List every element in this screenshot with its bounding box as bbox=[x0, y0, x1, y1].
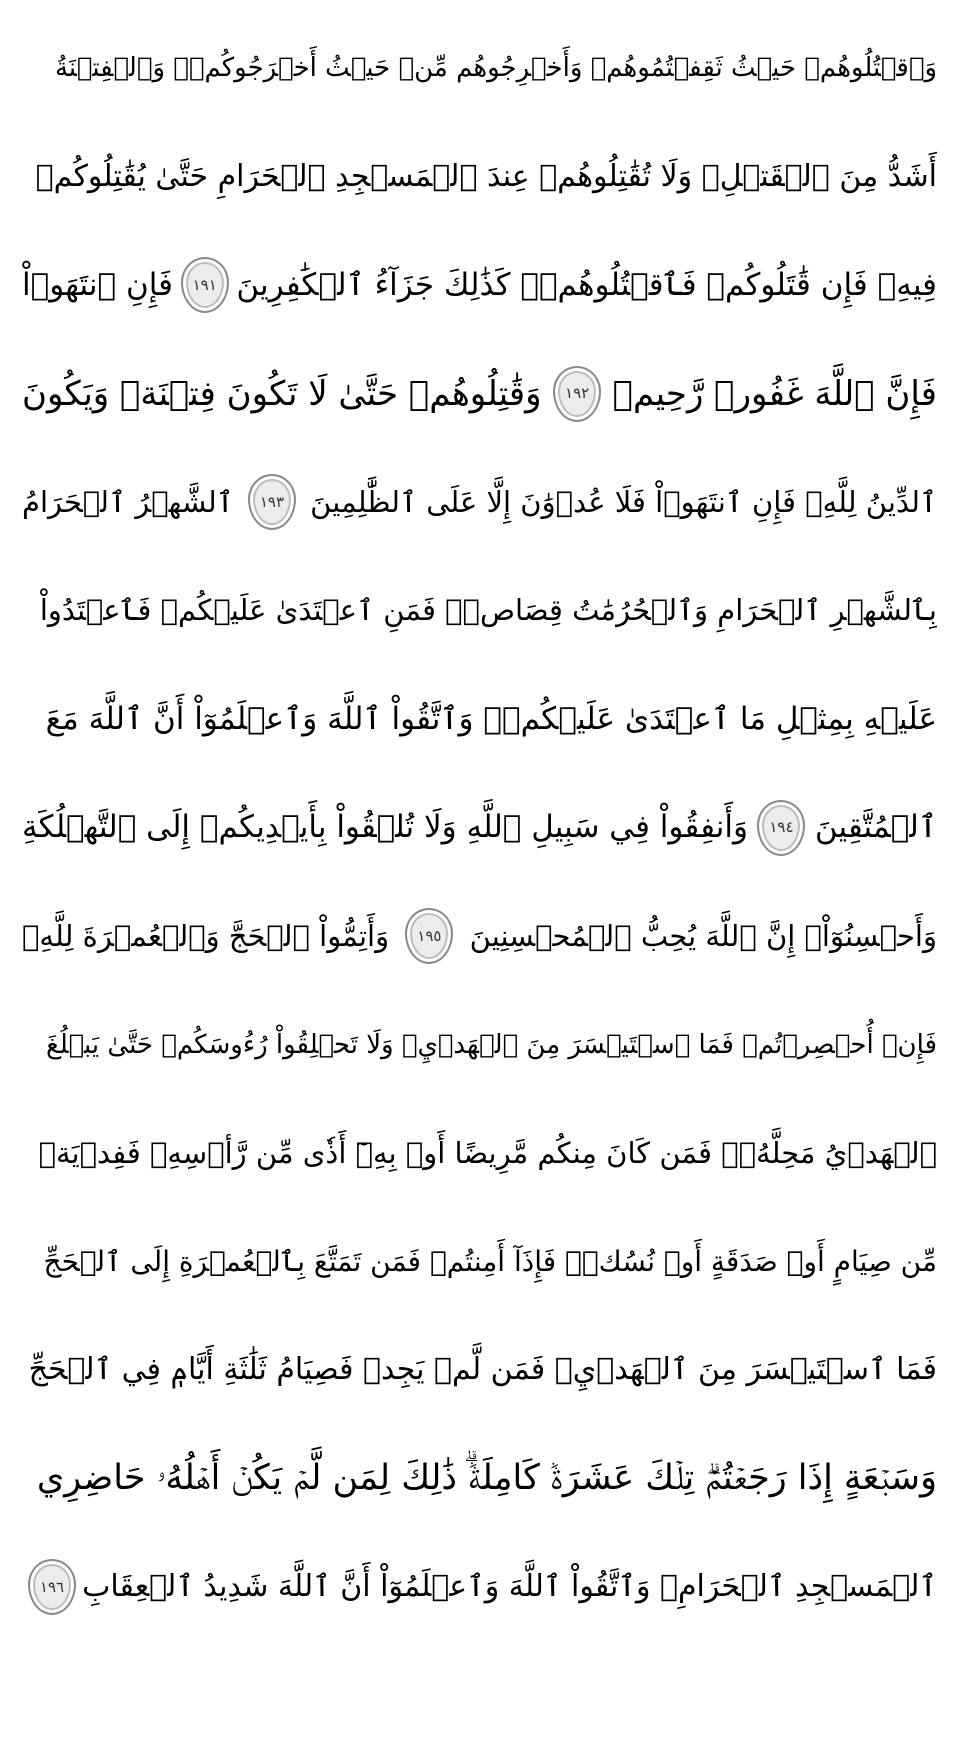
ayah-end-marker-icon: ١٩٤ bbox=[757, 800, 805, 856]
text-line bbox=[22, 991, 937, 1100]
verse-text: فِيهِۖ فَإِن قَٰتَلُوكُمۡ فَٱقۡتُلُوهُمۡۗ كَذَٰلِكَ جَزَآءُ ٱلۡكَٰفِرِينَ bbox=[236, 266, 937, 303]
text-line bbox=[22, 557, 937, 666]
ayah-end-marker-icon: ١٩٦ bbox=[28, 1559, 76, 1615]
verse-text: ٱلۡمَسۡجِدِ ٱلۡحَرَامِۚ وَٱتَّقُواْ ٱللَّهَ وَٱعۡلَمُوٓاْ أَنَّ ٱللَّهَ شَدِيدُ ٱلۡعِقَابِ bbox=[82, 1569, 937, 1605]
verse-text: وَأَنفِقُواْ فِي سَبِيلِ ٱللَّهِ وَلَا تُلۡقُواْ بِأَيۡدِيكُمۡ إِلَى ٱلتَّهۡلُكَةِ bbox=[22, 809, 748, 846]
text-line bbox=[22, 1099, 937, 1208]
verse-text: وَأَحۡسِنُوٓاْۚ إِنَّ ٱللَّهَ يُحِبُّ ٱلۡمُحۡسِنِينَ bbox=[469, 918, 937, 953]
text-line bbox=[22, 123, 937, 232]
verse-text: فَمَا ٱسۡتَيۡسَرَ مِنَ ٱلۡهَدۡيِۚ فَمَن لَّمۡ يَجِدۡ فَصِيَامُ ثَلَٰثَةِ أَيَّامٖ فِي ٱلۡحَجِّ bbox=[28, 1352, 937, 1388]
text-line bbox=[22, 1425, 937, 1534]
text-line bbox=[22, 448, 937, 557]
verse-text: أَشَدُّ مِنَ ٱلۡقَتۡلِۚ وَلَا تُقَٰتِلُوهُمۡ عِندَ ٱلۡمَسۡجِدِ ٱلۡحَرَامِ حَتَّىٰ يُقَٰتِلُوكُمۡ bbox=[35, 158, 937, 194]
text-line bbox=[22, 774, 937, 883]
verse-text: مِّن صِيَامٍ أَوۡ صَدَقَةٍ أَوۡ نُسُكٖۚ فَإِذَآ أَمِنتُمۡ فَمَن تَمَتَّعَ بِٱلۡعُمۡرَةِ إِلَى ٱلۡحَجِّ bbox=[43, 1244, 937, 1278]
text-line bbox=[22, 665, 937, 774]
verse-text: ٱلۡمُتَّقِينَ bbox=[814, 809, 937, 846]
text-line bbox=[22, 1316, 937, 1425]
verse-text: ٱلدِّينُ لِلَّهِۖ فَإِنِ ٱنتَهَوۡاْ فَلَا عُدۡوَٰنَ إِلَّا عَلَى ٱلظَّٰلِمِينَ bbox=[310, 484, 937, 519]
ayah-end-marker-icon: ١٩٣ bbox=[248, 474, 296, 530]
text-line bbox=[22, 231, 937, 340]
verse-text: فَإِنَّ ٱللَّهَ غَفُورٞ رَّحِيمٞ bbox=[612, 373, 937, 414]
text-line bbox=[22, 14, 937, 123]
verse-text: وَأَتِمُّواْ ٱلۡحَجَّ وَٱلۡعُمۡرَةَ لِلَّهِۚ bbox=[22, 918, 390, 953]
verse-text: وَٱقۡتُلُوهُمۡ حَيۡثُ ثَقِفۡتُمُوهُمۡ وَأَخۡرِجُوهُم مِّنۡ حَيۡثُ أَخۡرَجُوكُمۡۚ وَٱلۡفِتۡنَةُ bbox=[54, 53, 937, 84]
verse-text: فَإِنۡ أُحۡصِرۡتُمۡ فَمَا ٱسۡتَيۡسَرَ مِنَ ٱلۡهَدۡيِۖ وَلَا تَحۡلِقُواْ رُءُوسَكُمۡ حَتَّىٰ يَبۡلُغَ bbox=[46, 1029, 937, 1060]
ayah-end-marker-icon: ١٩١ bbox=[181, 257, 229, 313]
text-line bbox=[22, 1533, 937, 1642]
verse-text: بِٱلشَّهۡرِ ٱلۡحَرَامِ وَٱلۡحُرُمَٰتُ قِصَاصٞۚ فَمَنِ ٱعۡتَدَىٰ عَلَيۡكُمۡ فَٱعۡتَدُواْ bbox=[39, 593, 937, 628]
verse-text: عَلَيۡهِ بِمِثۡلِ مَا ٱعۡتَدَىٰ عَلَيۡكُمۡۚ وَٱتَّقُواْ ٱللَّهَ وَٱعۡلَمُوٓاْ أَنَّ ٱللَّهَ مَعَ bbox=[45, 700, 937, 737]
ayah-end-marker-icon: ١٩٥ bbox=[405, 908, 453, 964]
ayah-end-marker-icon: ١٩٢ bbox=[553, 366, 601, 422]
verse-text: ٱلشَّهۡرُ ٱلۡحَرَامُ bbox=[22, 484, 234, 519]
text-line bbox=[22, 340, 937, 449]
verse-text: ٱلۡهَدۡيُ مَحِلَّهُۥۚ فَمَن كَانَ مِنكُم مَّرِيضًا أَوۡ بِهِۦٓ أَذٗى مِّن رَّأۡسِهِۦ فَفِدۡيَةٞ bbox=[38, 1135, 937, 1170]
verse-text: وَقَٰتِلُوهُمۡ حَتَّىٰ لَا تَكُونَ فِتۡنَةٞ وَيَكُونَ bbox=[22, 373, 542, 414]
text-line bbox=[22, 1208, 937, 1317]
verse-text: وَسَبۡعَةٍ إِذَا رَجَعۡتُمۡۗ تِلۡكَ عَشَرَةٞ كَامِلَةٞۗ ذَٰلِكَ لِمَن لَّمۡ يَكُنۡ أَهۡلُهُۥ حَاضِرِي bbox=[36, 1458, 937, 1499]
text-line bbox=[22, 882, 937, 991]
verse-text: فَإِنِ ٱنتَهَوۡاْ bbox=[22, 266, 173, 303]
